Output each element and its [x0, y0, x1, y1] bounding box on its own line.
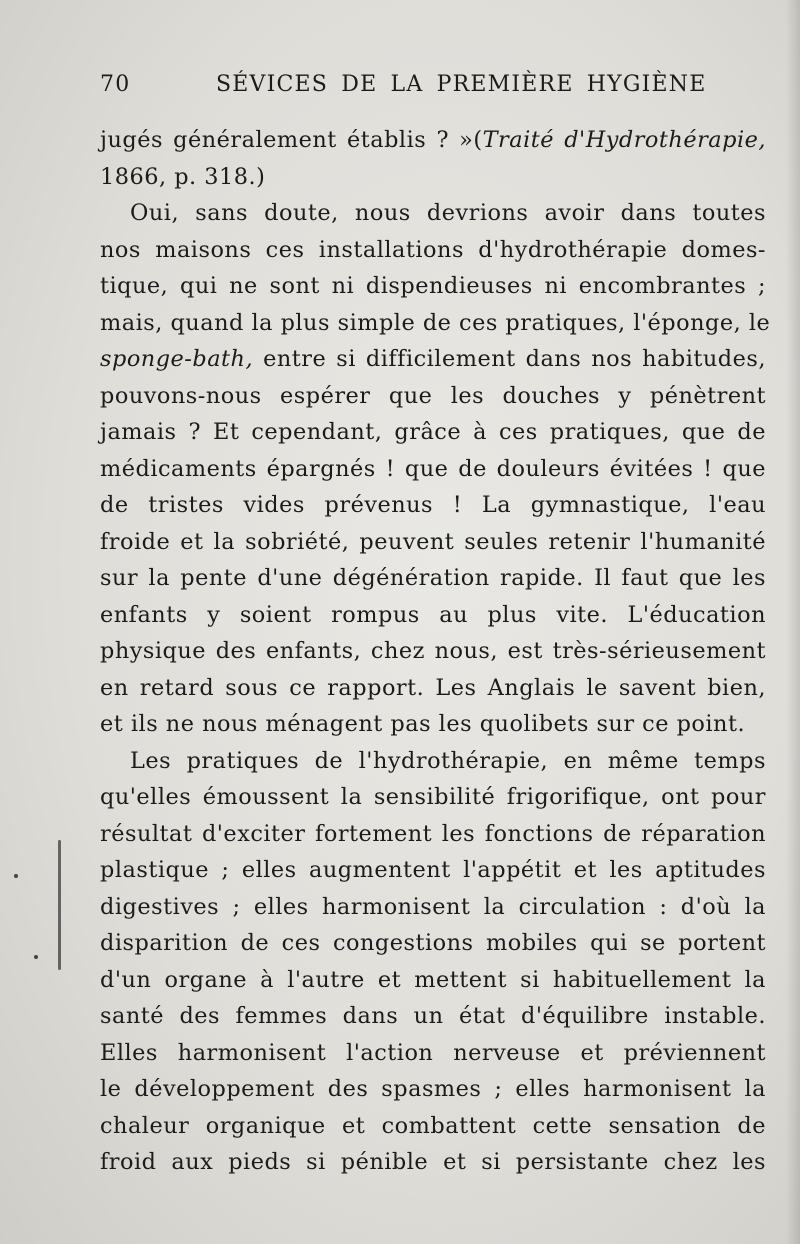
margin-dot	[14, 874, 18, 878]
text-line: le développement des spasmes ; elles harmonisent la	[100, 1076, 766, 1102]
text-line: mais, quand la plus simple de ces pratiques, l'éponge, le	[100, 309, 771, 336]
body-text	[100, 122, 771, 1181]
text-line: sponge-bath, entre si difficilement dans nos habitudes,	[100, 346, 766, 372]
paragraph-start-line: Les pratiques de l'hydrothérapie, en même temps	[130, 747, 766, 774]
text-line: froide et la sobriété, peuvent seules retenir l'humanité	[100, 528, 766, 555]
text-line: enfants y soient rompus au plus vite. L'éducation	[100, 601, 766, 628]
page-edge-shadow	[786, 0, 800, 1244]
text-line: santé des femmes dans un état d'équilibre instable.	[100, 1003, 766, 1029]
margin-pencil-mark	[58, 840, 61, 970]
text-line: qu'elles émoussent la sensibilité frigorifique, ont pour	[100, 784, 766, 810]
text-line: Elles harmonisent l'action nerveuse et préviennent	[100, 1039, 766, 1066]
text-line: physique des enfants, chez nous, est très-sérieusement	[100, 638, 766, 664]
text-line: en retard sous ce rapport. Les Anglais le savent bien,	[100, 674, 766, 701]
running-head	[100, 72, 768, 106]
text-line: nos maisons ces installations d'hydrothérapie domes-	[100, 236, 766, 263]
text-line: tique, qui ne sont ni dispendieuses ni encombrantes ;	[100, 273, 766, 299]
text-line: chaleur organique et combattent cette sensation de	[100, 1112, 766, 1139]
paragraph-start-line: Oui, sans doute, nous devrions avoir dans toutes	[130, 200, 766, 226]
text-line: sur la pente d'une dégénération rapide. Il faut que les	[100, 565, 766, 591]
text-line: et ils ne nous ménagent pas les quolibets sur ce point.	[100, 711, 746, 737]
running-title: SÉVICES DE LA PREMIÈRE HYGIÈNE	[216, 72, 707, 97]
text-line: jamais ? Et cependant, grâce à ces pratiques, que de	[100, 419, 766, 445]
text-line: résultat d'exciter fortement les fonctions de réparation	[100, 820, 766, 847]
text-line: jugés généralement établis ? »(Traité d'Hydrothérapie,	[100, 127, 766, 153]
text-line: de tristes vides prévenus ! La gymnastique, l'eau	[100, 492, 766, 518]
text-line: disparition de ces congestions mobiles qui se portent	[100, 930, 766, 956]
text-line: pouvons-nous espérer que les douches y pénètrent	[100, 382, 766, 409]
margin-dot	[34, 955, 38, 959]
page-number: 70	[100, 72, 131, 97]
text-line: médicaments épargnés ! que de douleurs évitées ! que	[100, 455, 766, 482]
text-line: d'un organe à l'autre et mettent si habituellement la	[100, 966, 766, 993]
text-line: 1866, p. 318.)	[100, 163, 266, 190]
text-line: plastique ; elles augmentent l'appétit et les aptitudes	[100, 857, 766, 883]
text-line: digestives ; elles harmonisent la circulation : d'où la	[100, 893, 766, 920]
text-line: froid aux pieds si pénible et si persistante chez les	[100, 1149, 766, 1175]
